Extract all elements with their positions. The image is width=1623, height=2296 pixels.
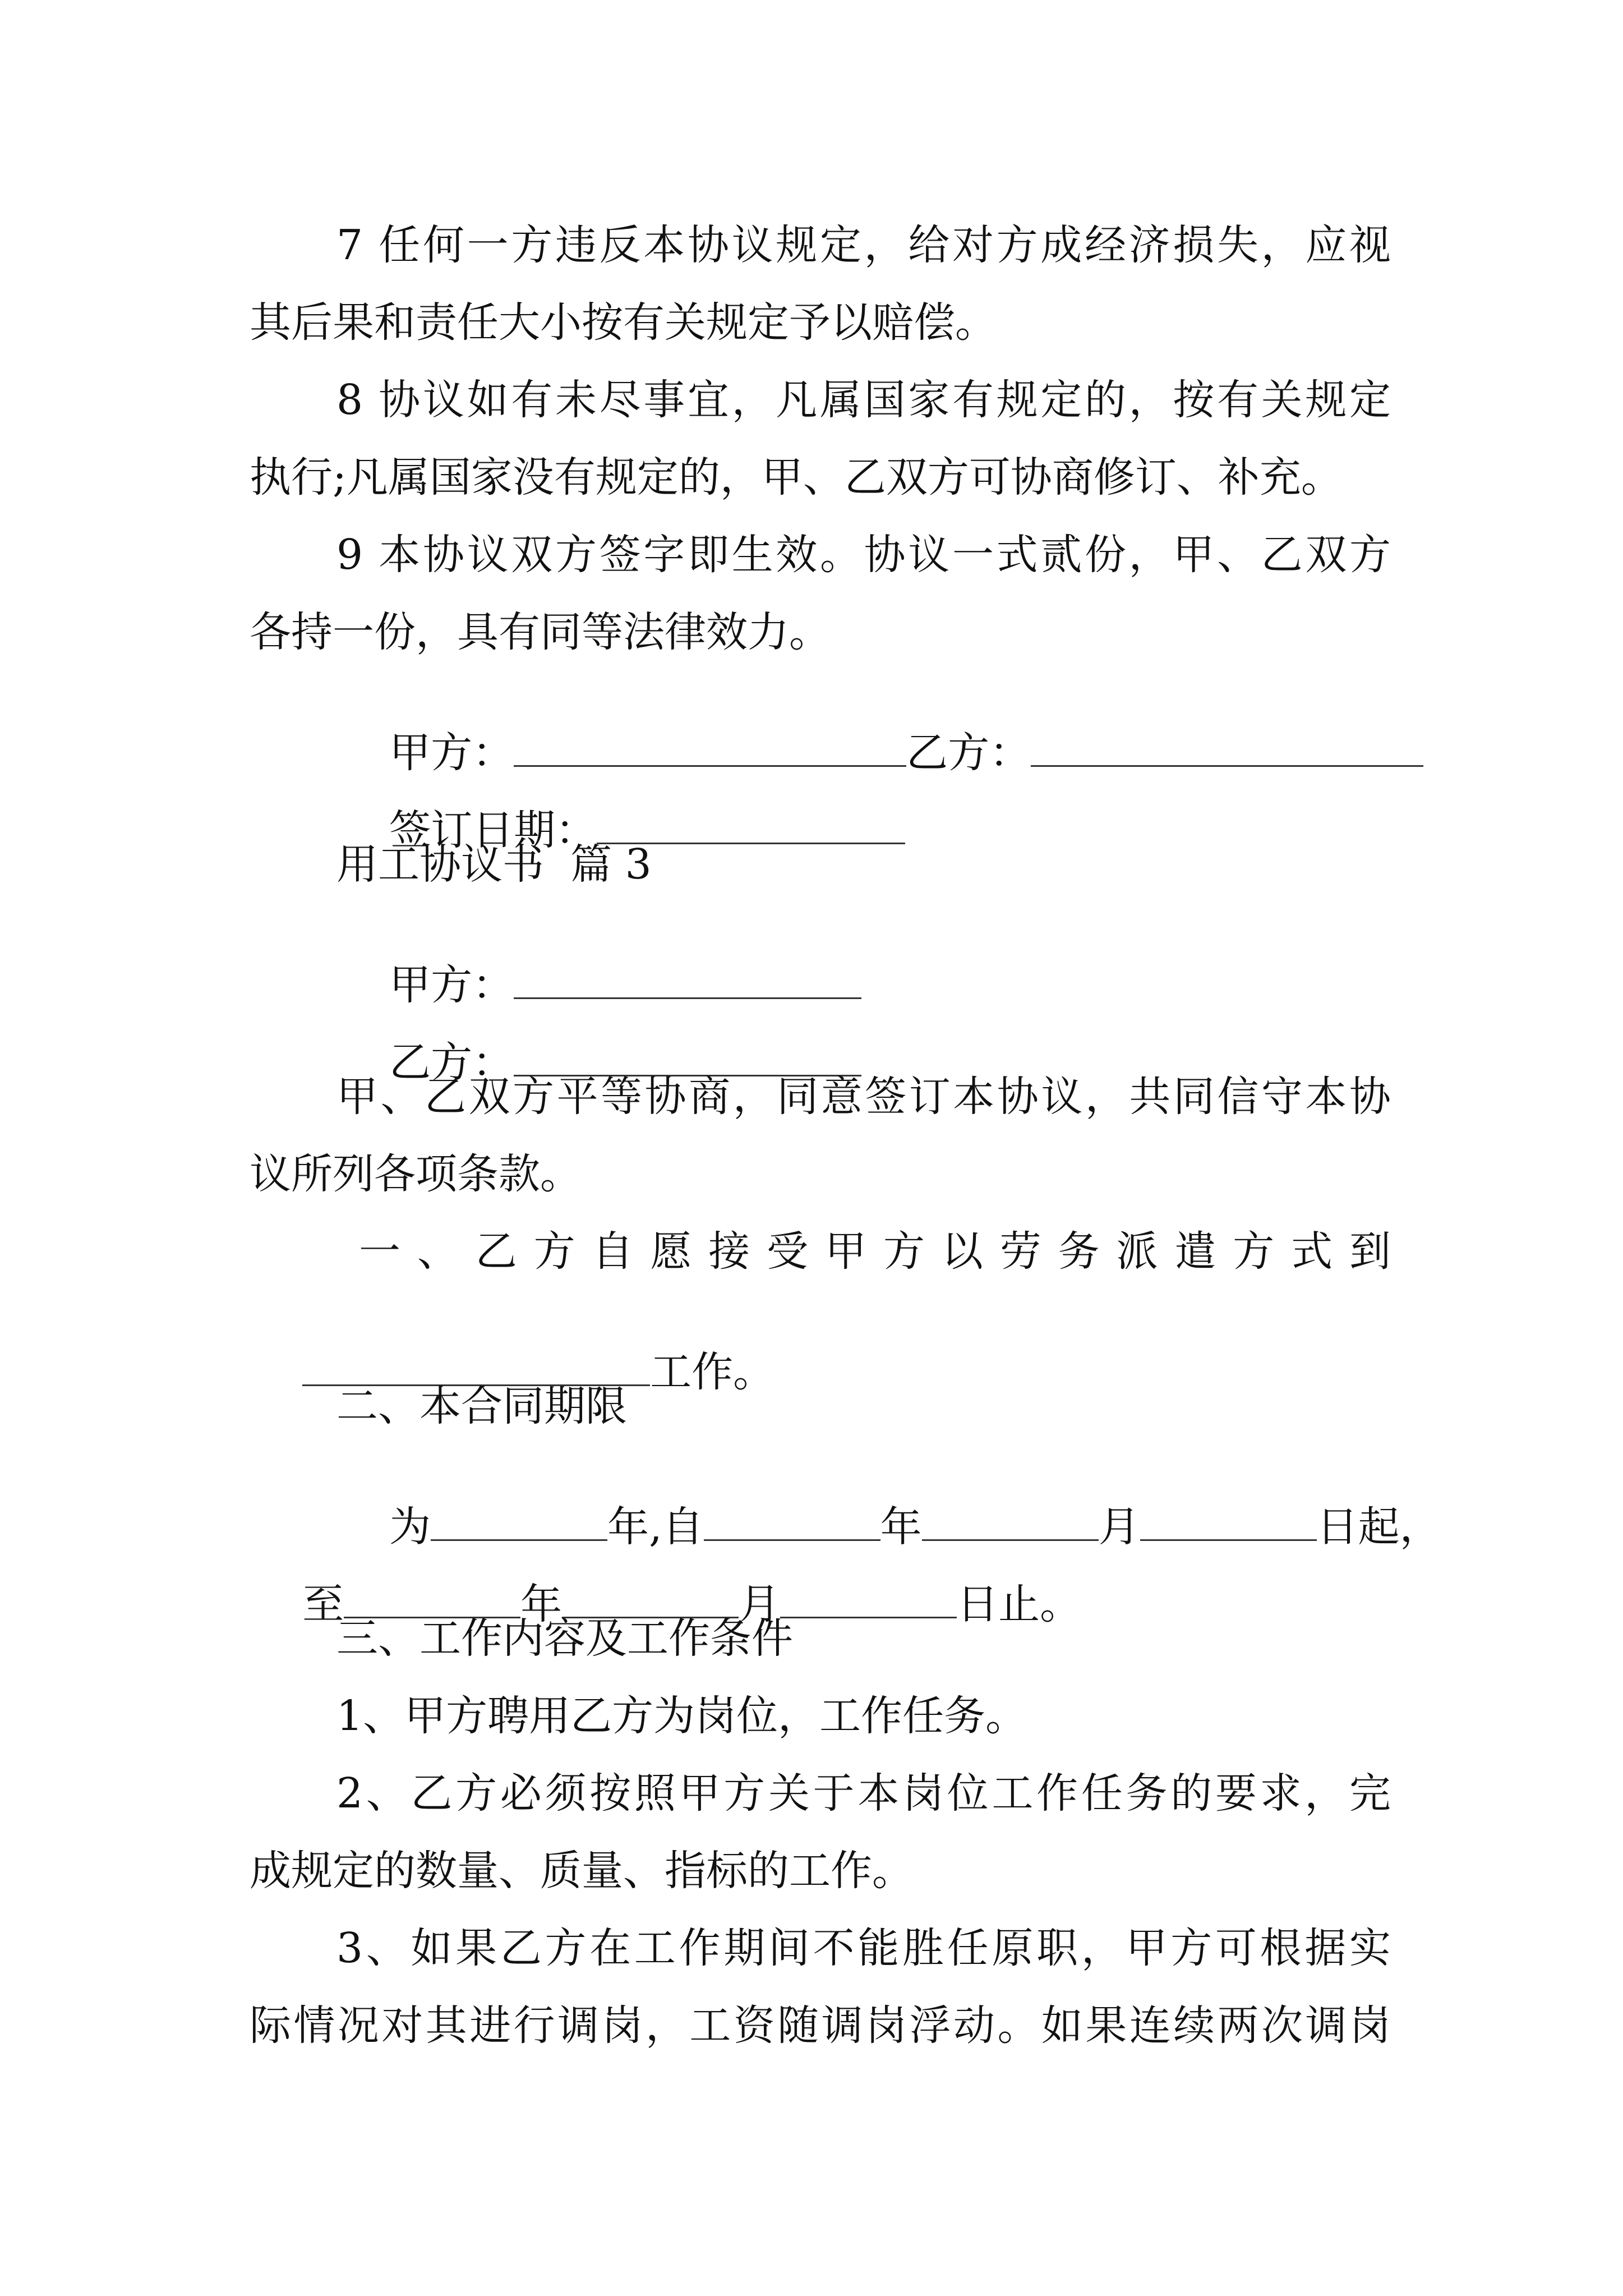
term-yue: 月 [1098,1503,1140,1551]
end-year-blank [344,1582,520,1618]
party-b-signature-blank [1031,730,1423,767]
end-day-blank [780,1582,957,1618]
term-nian-zi: 年,自 [607,1503,704,1551]
clause-9-line-2: 各持一份，具有同等法律效力。 [250,608,831,656]
clause-7-line-1: 7 任何一方违反本协议规定，给对方成经济损失，应视 [336,221,1391,269]
start-year-blank [704,1504,880,1541]
party-b-label: 乙方： [389,1038,514,1087]
intro-line-2: 议所列各项条款。 [250,1150,582,1198]
term-yue-end: 月 [739,1580,781,1628]
term-nian-end: 年 [520,1580,562,1628]
party-b-label: 乙方： [906,729,1031,777]
clause-8-line-2: 执行;凡属国家没有规定的，甲、乙双方可协商修订、补充。 [250,453,1343,501]
work-location-blank [302,1350,650,1386]
party-a-signature-blank [514,730,906,767]
party-b-name-blank [514,1040,861,1076]
party-a-name-blank [514,963,861,999]
term-riqi: 日起， [1316,1503,1441,1551]
paragraph-2-line-1: 2、乙方必须按照甲方关于本岗位工作任务的要求，完 [336,1769,1391,1818]
start-month-blank [922,1504,1099,1541]
term-zhi: 至 [302,1580,344,1628]
sign-date-blank [597,808,905,844]
end-month-blank [562,1582,739,1618]
paragraph-3-line-2: 际情况对其进行调岗，工资随调岗浮动。如果连续两次调岗 [250,2001,1391,2050]
party-a-label: 甲方： [389,961,514,1009]
item-2-title: 二、本合同期限 [336,1382,627,1430]
term-wei: 为 [389,1503,431,1551]
term-nian: 年 [880,1503,922,1551]
paragraph-3-line-1: 3、如果乙方在工作期间不能胜任原职，甲方可根据实 [336,1924,1391,1972]
item-3-title: 三、工作内容及工作条件 [336,1614,793,1663]
section-title: 用工协议书 篇 3 [336,840,652,889]
clause-7-line-2: 其后果和责任大小按有关规定予以赔偿。 [250,298,997,347]
clause-8-line-1: 8 协议如有未尽事宜，凡属国家有规定的，按有关规定 [336,376,1391,424]
term-years-blank [431,1504,607,1541]
paragraph-2-line-2: 成规定的数量、质量、指标的工作。 [250,1847,914,1895]
item-1-line-1: 一、乙方自愿接受甲方以劳务派遣方式到 [359,1227,1391,1276]
item-1-tail: 工作。 [650,1348,775,1396]
term-rizhi: 日止。 [957,1580,1082,1628]
intro-line-1: 甲、乙双方平等协商，同意签订本协议，共同信守本协 [336,1073,1391,1121]
party-a-label: 甲方： [389,729,514,777]
paragraph-1: 1、甲方聘用乙方为岗位，工作任务。 [336,1692,1027,1740]
clause-9-line-1: 9 本协议双方签字即生效。协议一式贰份，甲、乙双方 [336,531,1391,579]
start-day-blank [1140,1504,1317,1541]
sign-date-label: 签订日期： [389,806,597,854]
